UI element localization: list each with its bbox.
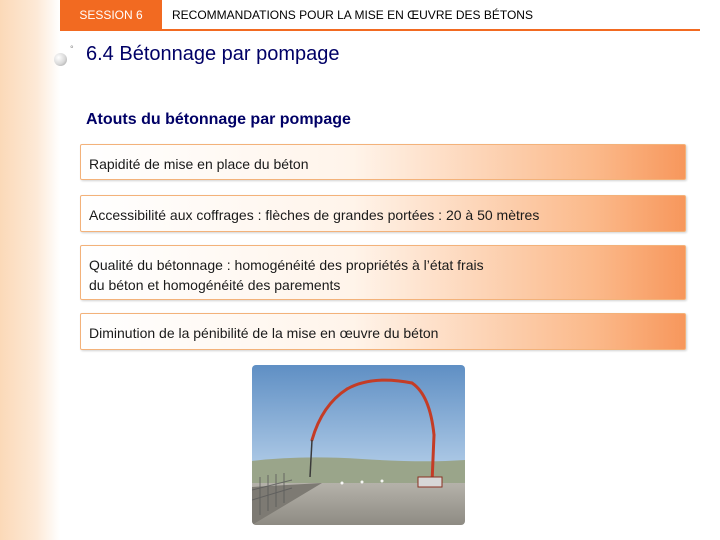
left-decorative-bar bbox=[0, 0, 60, 540]
session-tab bbox=[60, 0, 162, 30]
advantage-text: Diminution de la pénibilité de la mise en œuvre du béton bbox=[89, 325, 439, 341]
advantage-box bbox=[80, 144, 686, 180]
advantage-text: Rapidité de mise en place du béton bbox=[89, 156, 309, 172]
advantage-box bbox=[80, 195, 686, 232]
advantage-text: du béton et homogénéité des parements bbox=[89, 277, 341, 293]
session-label: SESSION 6 bbox=[79, 8, 143, 22]
header-divider bbox=[60, 29, 700, 31]
bullet-sphere-icon bbox=[54, 53, 67, 66]
concrete-pump-illustration bbox=[252, 365, 465, 525]
advantage-box bbox=[80, 245, 686, 300]
advantage-box bbox=[80, 313, 686, 350]
subtitle: Atouts du bétonnage par pompage bbox=[86, 111, 351, 128]
degree-icon: ° bbox=[70, 44, 74, 54]
concrete-pump-photo bbox=[252, 365, 465, 525]
advantage-text: Qualité du bétonnage : homogénéité des propriétés à l’état frais bbox=[89, 257, 484, 273]
advantage-text: Accessibilité aux coffrages : flèches de grandes portées : 20 à 50 mètres bbox=[89, 207, 540, 223]
header-title: RECOMMANDATIONS POUR LA MISE EN ŒUVRE DES BÉTONS bbox=[172, 8, 533, 22]
section-title: 6.4 Bétonnage par pompage bbox=[86, 43, 340, 65]
